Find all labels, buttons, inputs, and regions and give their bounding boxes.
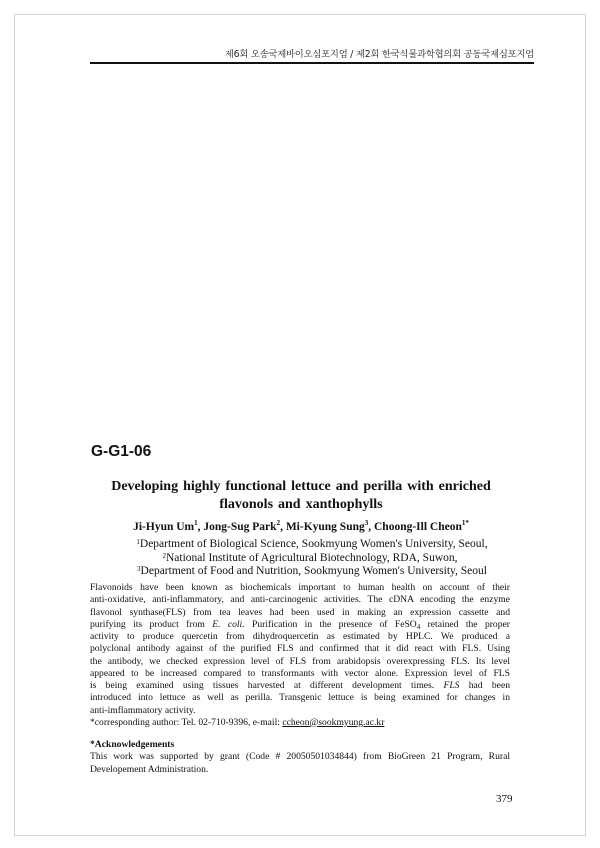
abstract-line: introduced into lettuce as well as perilla. Transgenic lettuce is being examined for changes in bbox=[90, 692, 510, 704]
paper-title-line-1: Developing highly functional lettuce and perilla with enriched bbox=[111, 479, 491, 494]
affiliation-mark: 3 bbox=[137, 565, 141, 573]
abstract-line: flavonol synthase(FLS) from tea leaves had been used in making an expression cassette and bbox=[90, 606, 510, 618]
author-affiliation-mark: 1* bbox=[461, 519, 469, 527]
header-rule bbox=[90, 62, 534, 64]
chemical-subscript: 4 bbox=[416, 622, 421, 631]
paper-title-line-2: flavonols and xanthophylls bbox=[219, 497, 383, 512]
author-name: Choong-Ill Cheon bbox=[374, 521, 462, 533]
abstract-text: retained the proper bbox=[420, 618, 510, 630]
affiliation-text: Department of Food and Nutrition, Sookmyung Women's University, Seoul bbox=[140, 565, 487, 577]
abstract-line: polyclonal antibody against of the purified FLS and confirmed that it did react with FLS. Using bbox=[90, 643, 510, 655]
gene-name: FLS bbox=[443, 680, 460, 691]
abstract-text: is being examined using tissues harvested at different development times. bbox=[90, 680, 444, 691]
page-number: 379 bbox=[496, 793, 513, 805]
abstract-line: Flavonoids have been known as biochemicals important to human health on account of their bbox=[90, 582, 510, 593]
acknowledgements-line: Developement Administration. bbox=[90, 763, 209, 775]
author-separator: , bbox=[197, 521, 204, 533]
affiliation-mark: 2 bbox=[162, 552, 166, 560]
author-affiliation-mark: 3 bbox=[364, 519, 369, 527]
affiliation-mark: 1 bbox=[136, 538, 140, 546]
abstract-line bbox=[90, 619, 510, 631]
abstract-line: the antibody, we checked expression level of FLS from arabidopsis overexpressing FLS. Its level bbox=[90, 655, 510, 667]
author-name: Ji-Hyun Um bbox=[133, 521, 195, 533]
acknowledgements-heading: *Acknowledgements bbox=[90, 739, 175, 750]
author-name: Jong-Sug Park bbox=[203, 521, 277, 533]
affiliation-1 bbox=[102, 537, 522, 551]
author-separator: , bbox=[368, 521, 374, 533]
author-name: Mi-Kyung Sung bbox=[285, 521, 365, 533]
author-separator: , bbox=[280, 521, 286, 533]
affiliation-text: National Institute of Agricultural Biotechnology, RDA, Suwon, bbox=[165, 552, 458, 564]
running-header: 제6회 오송국제바이오심포지엄 / 제2회 한국식물과학협의회 공동국제심포지엄 bbox=[224, 49, 534, 60]
abstract-line bbox=[90, 680, 510, 692]
affiliation-3 bbox=[102, 564, 522, 578]
abstract-line: activity to produce quercetin from dihydroquercetin as estimated by HPLC. We produced a bbox=[90, 631, 510, 642]
acknowledgements-line: This work was supported by grant (Code # 20050501034844) from BioGreen 21 Program, Rural bbox=[90, 751, 510, 763]
species-name: E. coli. bbox=[212, 618, 245, 630]
abstract-line: anti-imflammatory activity. bbox=[90, 704, 196, 716]
abstract-code: G-G1-06 bbox=[91, 443, 152, 460]
abstract-text: Purification in the presence of FeSO bbox=[244, 618, 417, 630]
affiliation-2 bbox=[100, 551, 520, 565]
author-list bbox=[91, 521, 511, 533]
author-affiliation-mark: 2 bbox=[276, 519, 281, 527]
abstract-line: appeared to be increased compared to transformants with vector alone. Expression level of FLS bbox=[90, 667, 510, 679]
corresponding-author bbox=[90, 717, 510, 729]
abstract-body bbox=[90, 582, 510, 729]
email-link[interactable]: ccheon@sookmyung.ac.kr bbox=[282, 716, 385, 728]
abstract-text: had been bbox=[459, 680, 510, 691]
affiliation-text: Department of Biological Science, Sookmyung Women's University, Seoul, bbox=[139, 538, 488, 550]
abstract-line: anti-oxidative, anti-inflammatory, and anti-carcinogenic activities. The cDNA encoding the enzyme bbox=[90, 594, 510, 606]
author-affiliation-mark: 1 bbox=[194, 519, 198, 527]
acknowledgements bbox=[90, 739, 510, 776]
corresponding-label: *corresponding author: Tel. 02-710-9396, e-mail: bbox=[90, 716, 283, 728]
abstract-text: purifying its product from bbox=[90, 618, 213, 630]
